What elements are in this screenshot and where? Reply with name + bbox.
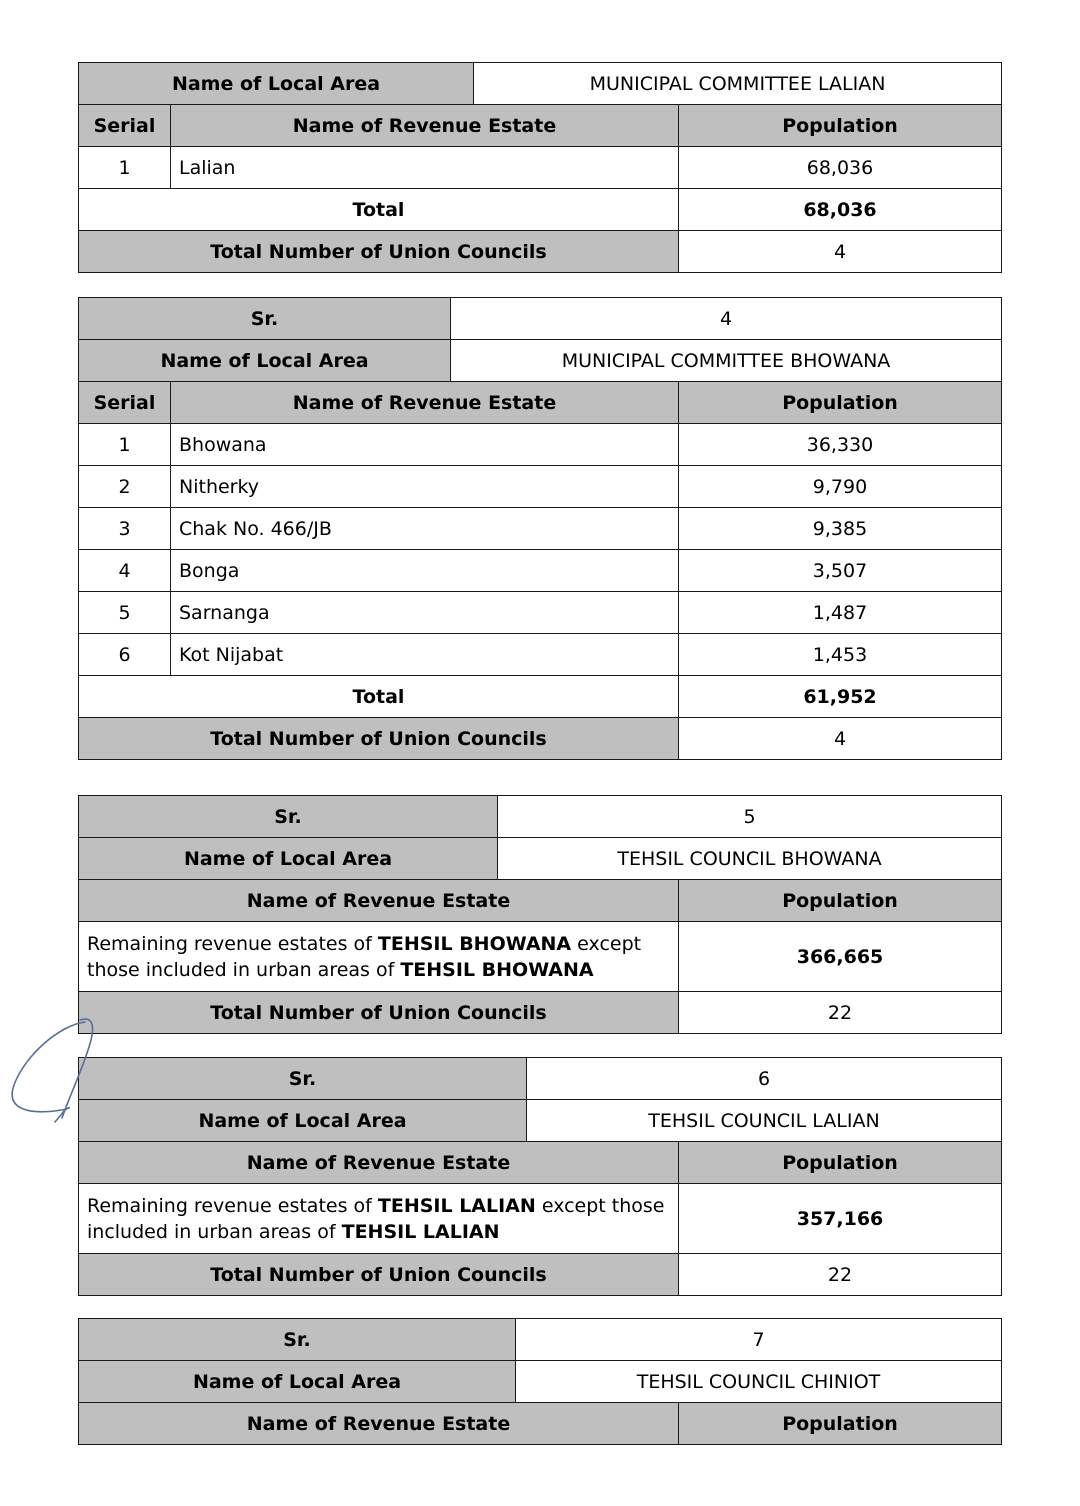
estate-name-header: Name of Revenue Estate	[79, 1142, 679, 1184]
table-header-row	[79, 1142, 1002, 1184]
sr-row	[79, 1319, 1002, 1361]
population-cell: 357,166	[679, 1184, 1002, 1254]
tehsil-name: TEHSIL BHOWANA	[377, 932, 572, 955]
tehsil-name: TEHSIL LALIAN	[377, 1194, 536, 1217]
local-area-value: MUNICIPAL COMMITTEE BHOWANA	[451, 340, 1002, 382]
estate-name-cell: Kot Nijabat	[171, 634, 679, 676]
population-header: Population	[679, 880, 1002, 922]
local-area-row	[79, 838, 1002, 880]
sr-row	[79, 1058, 1002, 1100]
local-area-header-table	[78, 1318, 1002, 1403]
estate-name-cell: Bonga	[171, 550, 679, 592]
remaining-prefix: Remaining revenue estates of	[87, 932, 378, 955]
table-row	[79, 550, 1002, 592]
revenue-estates-table	[78, 381, 1002, 760]
table-header-row	[79, 105, 1002, 147]
population-header: Population	[679, 105, 1002, 147]
population-cell: 9,385	[679, 508, 1002, 550]
table-header-row	[79, 1403, 1002, 1445]
total-label: Total	[79, 676, 679, 718]
sr-row	[79, 796, 1002, 838]
total-label: Total	[79, 189, 679, 231]
local-area-value: TEHSIL COUNCIL CHINIOT	[516, 1361, 1002, 1403]
table-row	[79, 466, 1002, 508]
total-row	[79, 189, 1002, 231]
remaining-prefix: Remaining revenue estates of	[87, 1194, 378, 1217]
tehsil-name: TEHSIL LALIAN	[341, 1220, 500, 1243]
local-area-header-table	[78, 297, 1002, 382]
revenue-estates-table	[78, 1141, 1002, 1296]
sr-row	[79, 298, 1002, 340]
local-area-label: Name of Local Area	[79, 1361, 516, 1403]
local-area-header-table	[78, 1057, 1002, 1142]
table-row	[79, 147, 1002, 189]
total-value: 68,036	[679, 189, 1002, 231]
local-area-value: MUNICIPAL COMMITTEE LALIAN	[474, 63, 1002, 105]
estate-name-header: Name of Revenue Estate	[171, 105, 679, 147]
remaining-estates-cell	[79, 1184, 679, 1254]
table-row	[79, 508, 1002, 550]
estate-name-cell: Nitherky	[171, 466, 679, 508]
table-row	[79, 634, 1002, 676]
population-cell: 36,330	[679, 424, 1002, 466]
estate-name-cell: Bhowana	[171, 424, 679, 466]
local-area-value: TEHSIL COUNCIL BHOWANA	[498, 838, 1002, 880]
local-area-value: TEHSIL COUNCIL LALIAN	[527, 1100, 1002, 1142]
local-area-label: Name of Local Area	[79, 63, 474, 105]
local-area-row	[79, 1361, 1002, 1403]
serial-cell: 5	[79, 592, 171, 634]
population-cell: 1,487	[679, 592, 1002, 634]
serial-cell: 1	[79, 424, 171, 466]
table-row	[79, 424, 1002, 466]
union-councils-row	[79, 1254, 1002, 1296]
population-cell: 68,036	[679, 147, 1002, 189]
local-area-label: Name of Local Area	[79, 838, 498, 880]
union-councils-row	[79, 231, 1002, 273]
union-councils-label: Total Number of Union Councils	[79, 992, 679, 1034]
table-row	[79, 922, 1002, 992]
local-area-row	[79, 1100, 1002, 1142]
population-header: Population	[679, 1403, 1002, 1445]
union-councils-label: Total Number of Union Councils	[79, 231, 679, 273]
local-area-label: Name of Local Area	[79, 340, 451, 382]
sr-label: Sr.	[79, 796, 498, 838]
population-cell: 9,790	[679, 466, 1002, 508]
local-area-row	[79, 63, 1002, 105]
estate-name-header: Name of Revenue Estate	[79, 880, 679, 922]
sr-label: Sr.	[79, 298, 451, 340]
serial-cell: 6	[79, 634, 171, 676]
remaining-estates-cell	[79, 922, 679, 992]
serial-cell: 3	[79, 508, 171, 550]
union-councils-value: 22	[679, 1254, 1002, 1296]
population-header: Population	[679, 1142, 1002, 1184]
union-councils-row	[79, 718, 1002, 760]
remaining-middle: except those included in urban areas of	[87, 1194, 665, 1243]
revenue-estates-table	[78, 104, 1002, 273]
sr-value: 5	[498, 796, 1002, 838]
estate-name-header: Name of Revenue Estate	[171, 382, 679, 424]
estate-name-cell: Chak No. 466/JB	[171, 508, 679, 550]
local-area-row	[79, 340, 1002, 382]
population-cell: 3,507	[679, 550, 1002, 592]
local-area-header-table	[78, 62, 1002, 105]
local-area-label: Name of Local Area	[79, 1100, 527, 1142]
union-councils-label: Total Number of Union Councils	[79, 1254, 679, 1296]
sr-value: 4	[451, 298, 1002, 340]
serial-cell: 4	[79, 550, 171, 592]
table-row	[79, 592, 1002, 634]
population-header: Population	[679, 382, 1002, 424]
serial-cell: 1	[79, 147, 171, 189]
sr-value: 6	[527, 1058, 1002, 1100]
section-municipal-committee-lalian	[78, 62, 1002, 273]
table-header-row	[79, 382, 1002, 424]
table-header-row	[79, 880, 1002, 922]
union-councils-value: 4	[679, 718, 1002, 760]
union-councils-value: 4	[679, 231, 1002, 273]
section-tehsil-council-bhowana	[78, 795, 1002, 1034]
revenue-estates-table	[78, 879, 1002, 1034]
union-councils-value: 22	[679, 992, 1002, 1034]
serial-header: Serial	[79, 382, 171, 424]
sr-label: Sr.	[79, 1058, 527, 1100]
sr-value: 7	[516, 1319, 1002, 1361]
remaining-middle: except those included in urban areas of	[87, 932, 642, 981]
section-tehsil-council-chiniot	[78, 1318, 1002, 1445]
revenue-estates-table	[78, 1402, 1002, 1445]
union-councils-row	[79, 992, 1002, 1034]
serial-header: Serial	[79, 105, 171, 147]
section-tehsil-council-lalian	[78, 1057, 1002, 1296]
serial-cell: 2	[79, 466, 171, 508]
estate-name-cell: Sarnanga	[171, 592, 679, 634]
table-row	[79, 1184, 1002, 1254]
total-value: 61,952	[679, 676, 1002, 718]
population-cell: 1,453	[679, 634, 1002, 676]
local-area-header-table	[78, 795, 1002, 880]
sr-label: Sr.	[79, 1319, 516, 1361]
population-cell: 366,665	[679, 922, 1002, 992]
total-row	[79, 676, 1002, 718]
union-councils-label: Total Number of Union Councils	[79, 718, 679, 760]
tehsil-name: TEHSIL BHOWANA	[400, 958, 594, 981]
section-municipal-committee-bhowana	[78, 297, 1002, 760]
estate-name-header: Name of Revenue Estate	[79, 1403, 679, 1445]
estate-name-cell: Lalian	[171, 147, 679, 189]
